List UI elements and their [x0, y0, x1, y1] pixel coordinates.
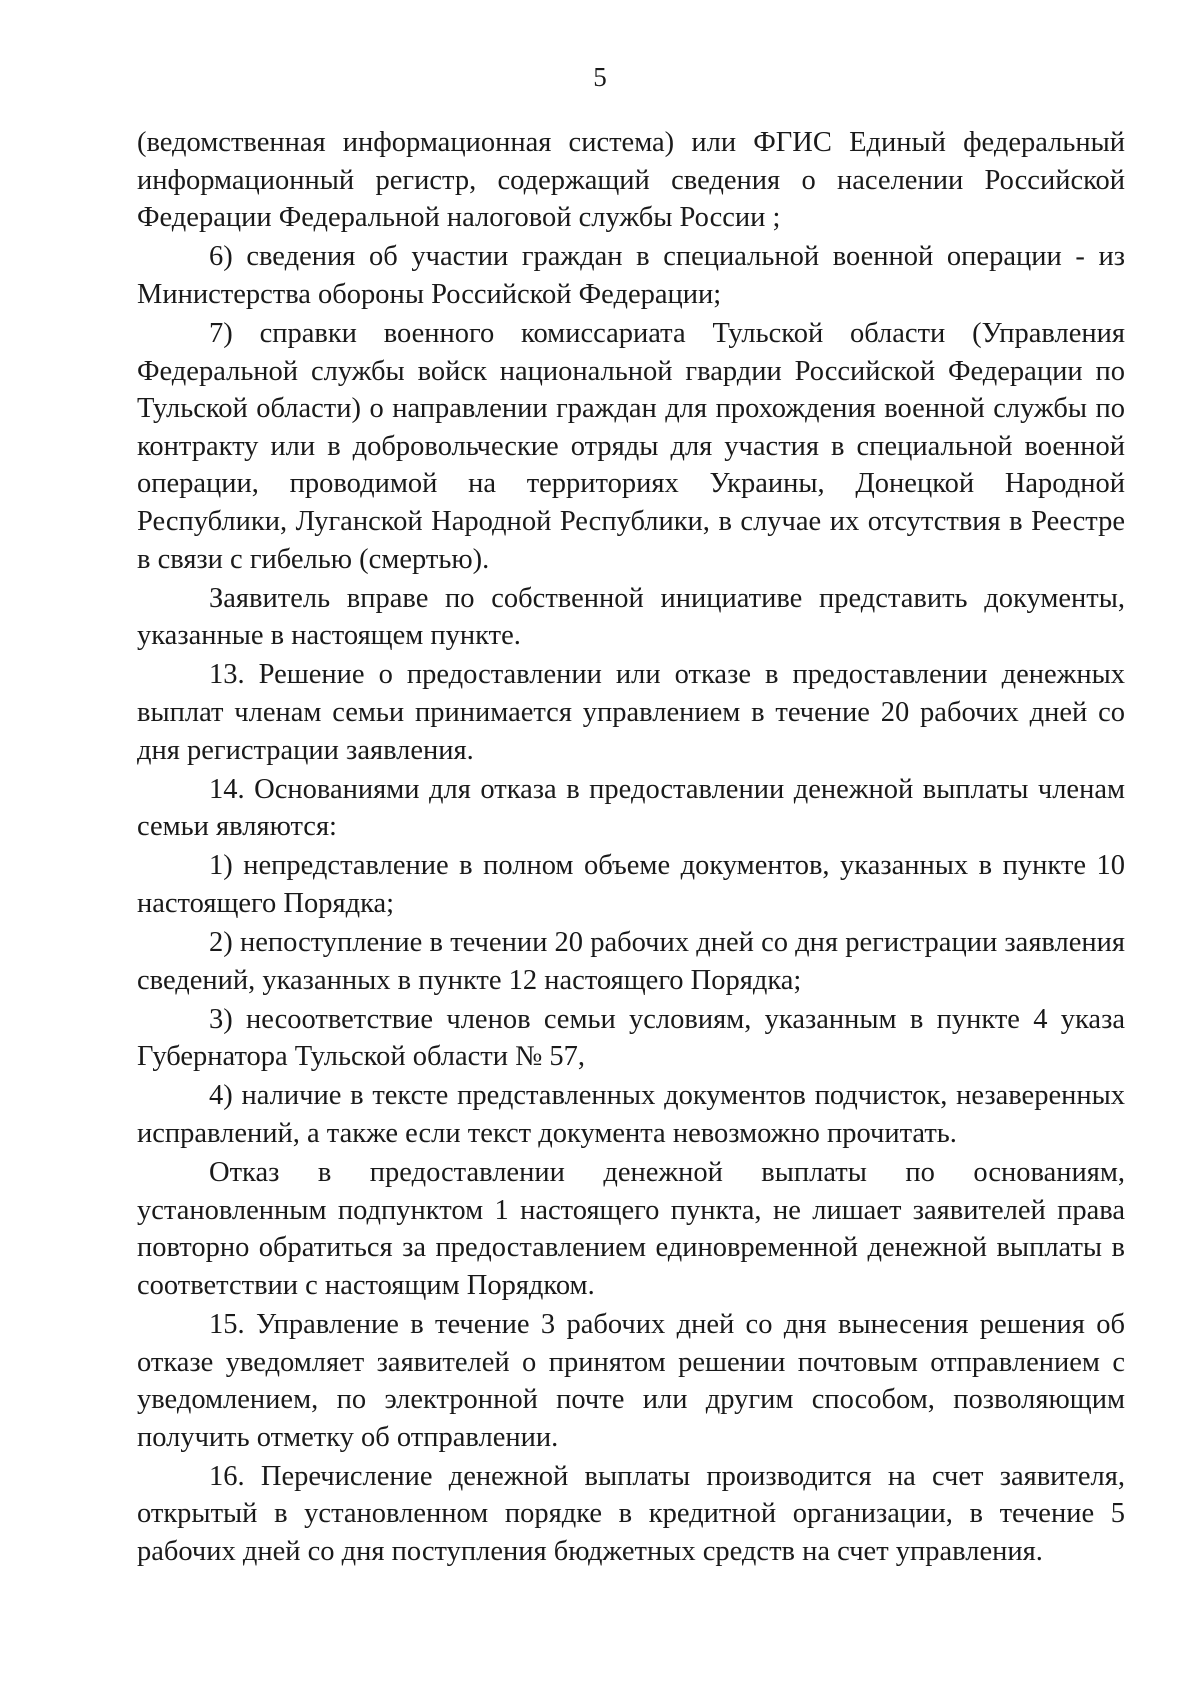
- paragraph-refusal-note: Отказ в предоставлении денежной выплаты по основаниям, установленным подпунктом 1 настоящего пункта, не лишает заявителей права повторно обратиться за предоставлением единовременной денежной выплаты в соответствии с настоящим Порядком.: [137, 1157, 1125, 1301]
- paragraph-applicant-right: Заявитель вправе по собственной инициативе представить документы, указанные в настоящем пункте.: [137, 582, 1125, 652]
- paragraph-ground-3: 3) несоответствие членов семьи условиям, указанным в пункте 4 указа Губернатора Тульской области № 57,: [137, 1003, 1125, 1073]
- document-body: [137, 124, 1125, 1572]
- paragraph-clause-15: 15. Управление в течение 3 рабочих дней со дня вынесения решения об отказе уведомляет заявителей о принятом решении почтовым отправлением с уведомлением, по электронной почте или другим способом, позволяющим получить отметку об отправлении.: [137, 1308, 1125, 1453]
- paragraph-continuation: (ведомственная информационная система) или ФГИС Единый федеральный информационный регистр, содержащий сведения о населении Российской Федерации Федеральной налоговой службы России ;: [137, 127, 1125, 234]
- page-number: 5: [593, 62, 607, 92]
- paragraph-item-7: 7) справки военного комиссариата Тульской области (Управления Федеральной службы войск национальной гвардии Российской Федерации по Тульской области) о направлении граждан для прохождения военной службы по контракту или в добровольческие отряды для участия в специальной военной операции, проводимой на территориях Украины, Донецкой Народной Республики, Луганской Народной Республики, в случае их отсутствия в Реестре в связи с гибелью (смертью).: [137, 317, 1125, 575]
- paragraph-clause-14: 14. Основаниями для отказа в предоставлении денежной выплаты членам семьи являются:: [137, 773, 1125, 843]
- paragraph-ground-1: 1) непредставление в полном объеме документов, указанных в пункте 10 настоящего Порядка;: [137, 850, 1125, 919]
- paragraph-ground-4: 4) наличие в тексте представленных документов подчисток, незаверенных исправлений, а также если текст документа невозможно прочитать.: [137, 1080, 1125, 1149]
- paragraph-ground-2: 2) непоступление в течении 20 рабочих дней со дня регистрации заявления сведений, указанных в пункте 12 настоящего Порядка;: [137, 926, 1125, 996]
- paragraph-item-6: 6) сведения об участии граждан в специальной военной операции - из Министерства обороны Российской Федерации;: [137, 241, 1125, 310]
- paragraph-clause-16: 16. Перечисление денежной выплаты производится на счет заявителя, открытый в установленном порядке в кредитной организации, в течение 5 рабочих дней со дня поступления бюджетных средств на счет управления.: [137, 1460, 1125, 1567]
- paragraph-clause-13: 13. Решение о предоставлении или отказе в предоставлении денежных выплат членам семьи принимается управлением в течение 20 рабочих дней со дня регистрации заявления.: [137, 659, 1125, 766]
